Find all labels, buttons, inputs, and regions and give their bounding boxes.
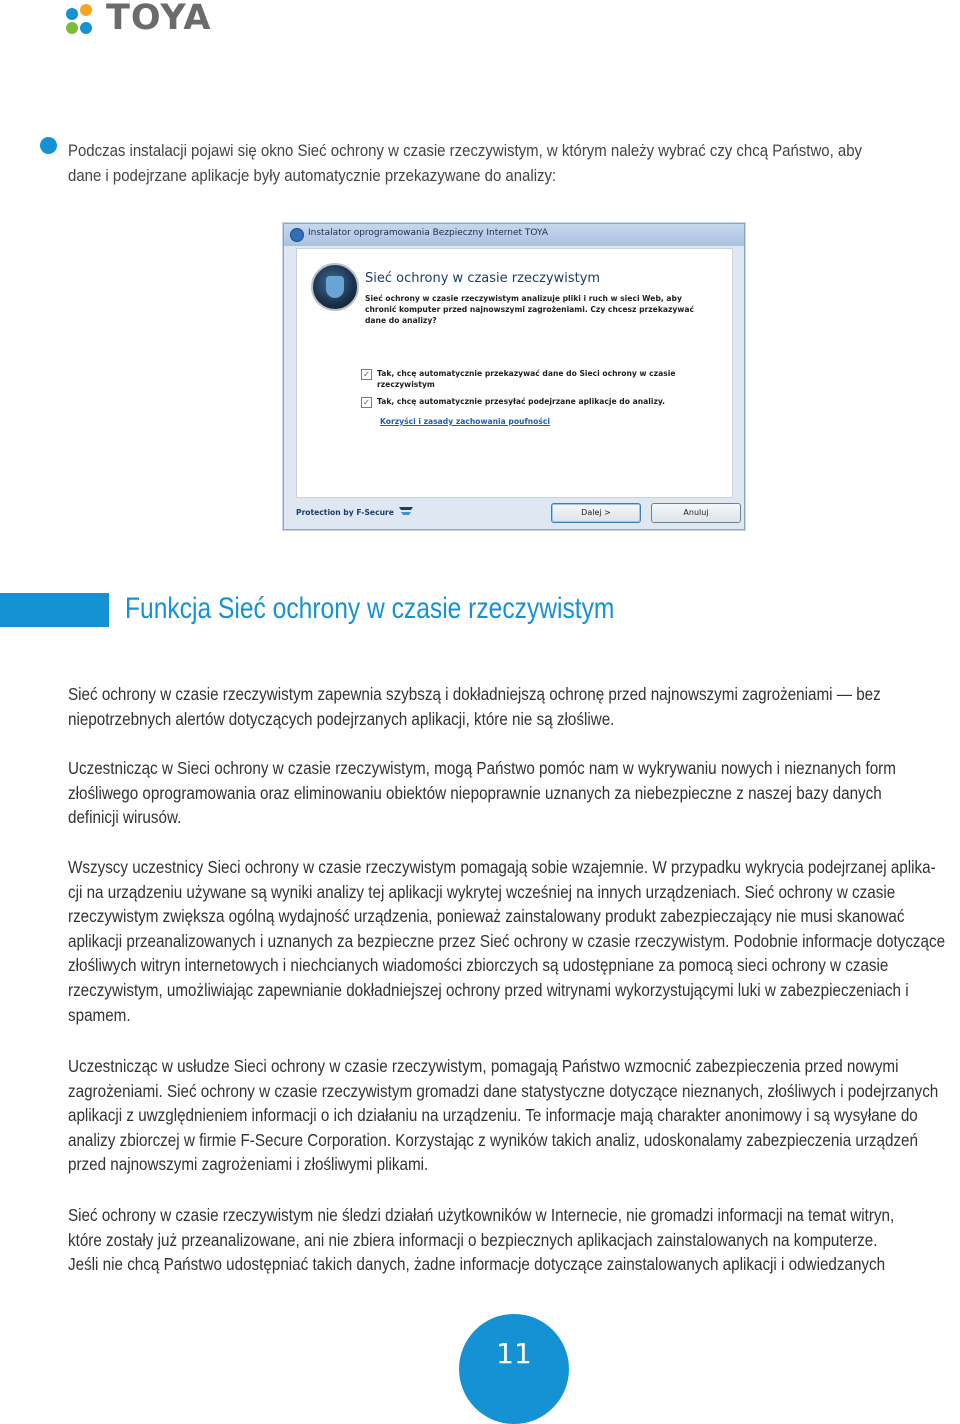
paragraph-line: rzeczywistym, umożliwiając zapewnianie dokładniejszej ochrony przed witrynami wykorzystującymi luki w zabezpieczeniach i [68, 979, 909, 1000]
dialog-title: Instalator oprogramowania Bezpieczny Internet TOYA [308, 228, 548, 238]
paragraph-line: Sieć ochrony w czasie rzeczywistym nie śledzi działań użytkowników w Internecie, nie gromadzi informacji na temat witryn, [68, 1205, 895, 1225]
installer-dialog [283, 223, 745, 530]
logo-dot [66, 22, 78, 34]
checkbox-label: Tak, chcę automatycznie przekazywać dane do Sieci ochrony w czasie rzeczywistym [377, 369, 676, 389]
privacy-link[interactable]: Korzyści i zasady zachowania poufności [380, 417, 551, 426]
paragraph-line: rzeczywistym zwiększa ogólną wydajność urządzenia, ponieważ zainstalowany produkt zabezpieczający nie musi skanować [68, 906, 905, 927]
f-secure-icon [398, 504, 414, 518]
paragraph-line: Jeśli nie chcą Państwo udostępniać takich danych, żadne informacje dotyczące zainstalowanych aplikacji i odwiedzanych [68, 1254, 886, 1275]
logo-dot [80, 22, 92, 34]
intro-line: Podczas instalacji pojawi się okno Sieć ochrony w czasie rzeczywistym, w którym należy wybrać czy chcą Państwo, aby [68, 141, 863, 160]
paragraph-line: niepotrzebnych alertów dotyczących podejrzanych aplikacji, które nie są złośliwe. [68, 708, 615, 729]
dialog-titlebar [284, 224, 744, 246]
auto-send-apps-checkbox[interactable]: ✓ [361, 397, 372, 408]
intro-text [68, 138, 939, 188]
paragraph-line: Sieć ochrony w czasie rzeczywistym zapewnia szybszą i dokładniejszą ochronę przed najnowszymi zagrożeniami — bez [68, 684, 881, 704]
paragraph-line: Wszyscy uczestnicy Sieci ochrony w czasie rzeczywistym pomagają sobie wzajemnie. W przypadku wykrycia podejrzanej aplika- [68, 857, 936, 877]
paragraph [68, 855, 960, 1027]
toya-logo [66, 0, 226, 40]
shield-emblem [326, 276, 344, 298]
paragraph-line: aplikacji przeanalizowanych i uznanych za bezpieczne przez Sieć ochrony w czasie rzeczywistym. Podobnie informacje dotyczące [68, 930, 946, 951]
dialog-footer [296, 500, 731, 526]
paragraph-line: spamem. [68, 1004, 131, 1025]
paragraph-line: cji na urządzeniu używane są wyniki analizy tej aplikacji wykrytej wcześniej na innych urządzeniach. Sieć ochrony w czasie [68, 881, 896, 902]
paragraph-line: które zostały już przeanalizowane, ani nie zbiera informacji o bezpiecznych aplikacjach zainstalowanych na komputerze. [68, 1229, 878, 1250]
paragraph-line: Uczestnicząc w Sieci ochrony w czasie rzeczywistym, mogą Państwo pomóc nam w wykrywaniu nowych i nieznanych form [68, 758, 896, 778]
cancel-button[interactable]: Anuluj [651, 503, 741, 523]
section-title: Funkcja Sieć ochrony w czasie rzeczywistym [125, 592, 615, 625]
logo-text: TOYA [106, 0, 212, 38]
dialog-heading: Sieć ochrony w czasie rzeczywistym [365, 271, 601, 286]
logo-dot [66, 8, 78, 20]
paragraph-line: definicji wirusów. [68, 807, 182, 828]
paragraph-line: analizy zbiorczej w firmie F-Secure Corporation. Korzystając z wyników takich analiz, udoskonalamy zabezpieczenia urządzeń [68, 1129, 918, 1150]
logo-dot [80, 4, 92, 16]
paragraph-line: złośliwych witryn internetowych i niechcianych wiadomości zbiorczych są udostępniane za pomocą sieci ochrony w czasie [68, 955, 889, 976]
section-accent-bar [0, 593, 109, 627]
shield-icon [311, 263, 359, 311]
dialog-description: Sieć ochrony w czasie rzeczywistym analizuje pliki i ruch w sieci Web, aby chronić komputer przed najnowszymi zagrożeniami. Czy chcesz przekazywać dane do analizy? [365, 294, 695, 325]
app-icon [290, 228, 304, 242]
intro-line: dane i podejrzane aplikacje były automatycznie przekazywane do analizy: [68, 166, 557, 185]
bullet-icon [40, 137, 57, 154]
paragraph-line: zagrożeniami. Sieć ochrony w czasie rzeczywistym gromadzi dane statystyczne dotyczące nieznanych, złośliwych i podejrzanych [68, 1080, 939, 1101]
checkbox-label: Tak, chcę automatycznie przesyłać podejrzane aplikacje do analizy. [377, 397, 666, 406]
paragraph [68, 682, 960, 731]
paragraph [68, 1203, 960, 1277]
paragraph [68, 1054, 960, 1177]
paragraph-line: Uczestnicząc w usłudze Sieci ochrony w czasie rzeczywistym, pomagają Państwo wzmocnić zabezpieczenia przed nowymi [68, 1056, 899, 1076]
paragraph-line: przed najnowszymi zagrożeniami i złośliwymi plikami. [68, 1154, 429, 1175]
paragraph [68, 756, 960, 830]
brand-label: Protection by F-Secure [296, 508, 394, 517]
dialog-body [296, 248, 733, 498]
auto-send-data-checkbox[interactable]: ✓ [361, 369, 372, 380]
paragraph-line: aplikacji z uwzględnieniem informacji o ich działaniu na urządzeniu. Te informacje mają charakter anonimowy i są wysyłane do [68, 1105, 918, 1126]
next-button[interactable]: Dalej > [551, 503, 641, 523]
paragraph-line: złośliwego oprogramowania oraz eliminowaniu obiektów niepoprawnie uznanych za niebezpieczne z naszej bazy danych [68, 782, 882, 803]
page-number: 11 [496, 1337, 532, 1370]
